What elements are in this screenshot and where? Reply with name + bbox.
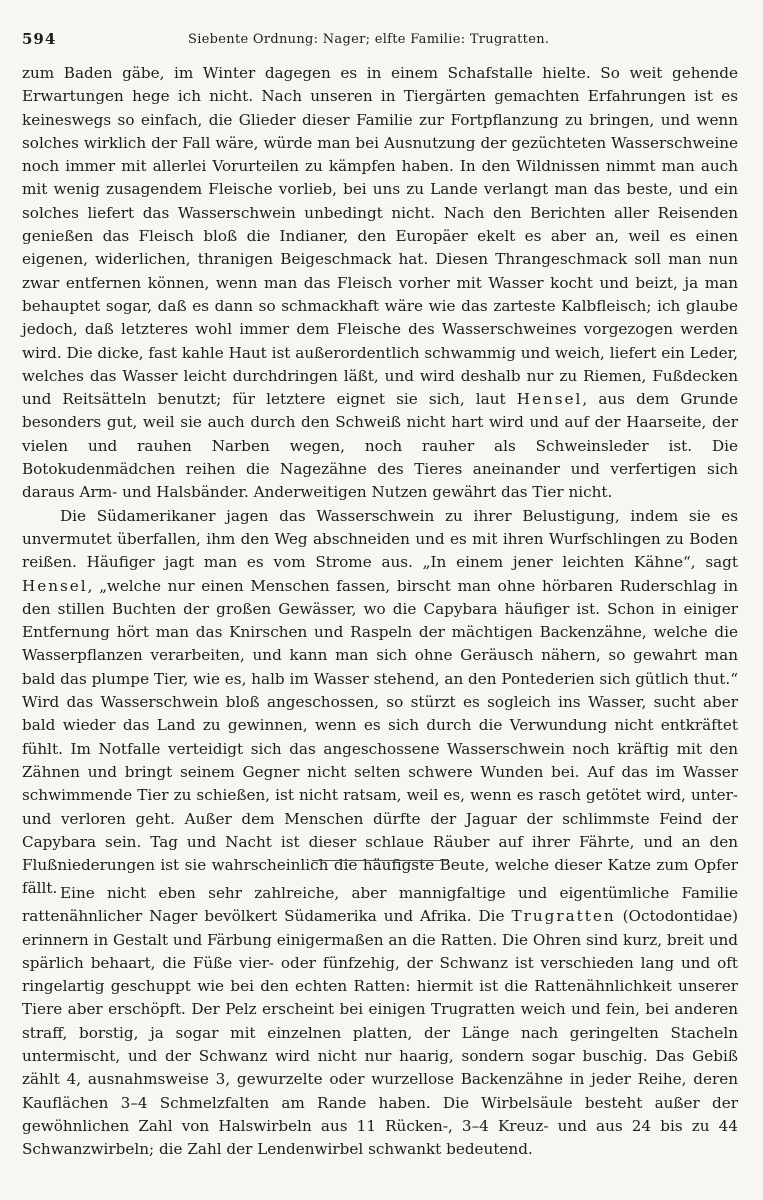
family-intro-text [22, 882, 738, 1162]
family-term: Trugratten [511, 907, 616, 926]
author-name: Hensel [22, 576, 88, 595]
paragraph-1 [22, 62, 738, 505]
paragraph-2 [22, 505, 738, 901]
paragraph-3 [22, 882, 738, 1162]
paragraph-3-end: erinnern in Gestalt und Färbung einigermaßen an die Ratten. Die Ohren sind kurz, breit und spärlich behaart, die Füße vier- oder fünfzehig, der Schwanz ist verschieden lang und oft ringelartig geschuppt wie bei den echten Ratten: hiermit ist die Rattenähnlichkeit unserer Tiere aber erschöpft. Der Pelz erscheint bei einigen Trugratten weich und fein, bei anderen straff, borstig, ja sogar mit einzelnen platten, der Länge nach geringelten Stacheln untermischt, und der Schwanz wird nicht nur haarig, sondern sogar buschig. Das Gebiß zählt 4, ausnahmsweise 3, gewurzelte oder wurzellose Backenzähne in jeder Reihe, deren Kauflächen 3–4 Schmelzfalten am Rande haben. Die Wirbelsäule besteht außer der gewöhnlichen Zahl von Halswirbeln aus 11 Rücken-, 3–4 Kreuz- und aus 24 bis zu 44 Schwanzwirbeln; die Zahl der Lendenwirbel schwankt bedeutend. [22, 930, 738, 1159]
page-number: 594 [22, 30, 57, 48]
paragraph-3-text: Eine nicht eben sehr zahlreiche, aber mannigfaltige und eigentümliche Familie rattenähnlicher Nager bevölkert Südamerika und Afrika. Die [22, 884, 738, 926]
author-name: Hensel [516, 390, 583, 409]
paragraph-2-end: , „welche nur einen Menschen fassen, birscht man ohne hörbaren Ruderschlag in den stillen Buchten der großen Gewässer, wo die Capybara häufiger ist. Schon in einiger Entfernung hört man das Knirschen und Raspeln der mächtigen Backenzähne, welche die Wasserpflanzen verarbeiten, und kann man sich ohne Geräusch nähern, so gewahrt man bald das plumpe Tier, wie es, halb im Wasser stehend, an den Pontederien sich gütlich thut.“ Wird das Wasserschwein bloß angeschossen, so stürzt es sogleich ins Wasser, sucht aber bald wieder das Land zu gewinnen, wenn es sich durch die Verwundung nicht entkräftet fühlt. Im Notfalle verteidigt sich das angeschossene Wasserschwein noch kräftig mit den Zähnen und bringt seinem Gegner nicht selten schwere Wunden bei. Auf das im Wasser schwimmende Tier zu schießen, ist nicht ratsam, weil es, wenn es rasch getötet wird, unter- und verloren geht. Außer dem Menschen dürfte der Jaguar der schlimmste Feind der Capybara sein. Tag und Nacht ist dieser schlaue Räuber auf ihrer Fährte, und an den Flußniederungen ist sie wahrscheinlich die häufigste Beute, welche dieser Katze zum Opfer fällt. [22, 576, 738, 898]
paragraph-2-text: Die Südamerikaner jagen das Wasserschwein zu ihrer Belustigung, indem sie es unvermutet überfallen, ihm den Weg abschneiden und es mit ihren Wurfschlingen zu Boden reißen. Häufiger jagt man es vom Strome aus. „In einem jener leichten Kähne“, sagt [22, 506, 738, 572]
family-latin-name: (Octodontidae) [622, 907, 738, 926]
main-text [22, 62, 738, 901]
paragraph-1-end: , aus dem Grunde besonders gut, weil sie auch durch den Schweiß nicht hart wird und auf der Haarseite, der vielen und rauhen Narben wegen, noch rauher als Schweinsleder ist. Die Botokudenmädchen reihen die Nagezähne des Tieres aneinander und verfertigen sich daraus Arm- und Halsbänder. Anderweitigen Nutzen gewährt das Tier nicht. [22, 390, 739, 502]
section-separator [312, 860, 448, 861]
page-header [22, 30, 742, 54]
running-head: Siebente Ordnung: Nager; elfte Familie: Trugratten. [188, 32, 550, 47]
paragraph-1-text: zum Baden gäbe, im Winter dagegen es in einem Schafstalle hielte. So weit gehende Erwartungen hege ich nicht. Nach unseren in Tiergärten gemachten Erfahrungen ist es keineswegs so einfach, die Glieder dieser Familie zur Fortpflanzung zu bringen, und wenn solches wirklich der Fall wäre, würde man bei Ausnutzung der gezüchteten Wasserschweine noch immer mit allerlei Vorurteilen zu kämpfen haben. In den Wildnissen nimmt man auch mit wenig zusagendem Fleische vorlieb, bei uns zu Lande verlangt man das beste, und ein solches liefert das Wasserschwein unbedingt nicht. Nach den Berichten aller Reisenden genießen das Fleisch bloß die Indianer, den Europäer ekelt es aber an, weil es einen eigenen, widerlichen, thranigen Beigeschmack hat. Diesen Thrangeschmack soll man nun zwar entfernen können, wenn man das Fleisch vorher mit Wasser kocht und beizt, ja man behauptet sogar, daß es dann so schmackhaft wäre wie das zarteste Kalbfleisch; ich glaube jedoch, daß letzteres wohl immer dem Fleische des Wasserschweines vorgezogen werden wird. Die dicke, fast kahle Haut ist außerordentlich schwammig und weich, liefert ein Leder, welches das Wasser leicht durchdringen läßt, und wird deshalb nur zu Riemen, Fußdecken und Reitsätteln benutzt; für letztere eignet sie sich, laut [22, 64, 738, 409]
